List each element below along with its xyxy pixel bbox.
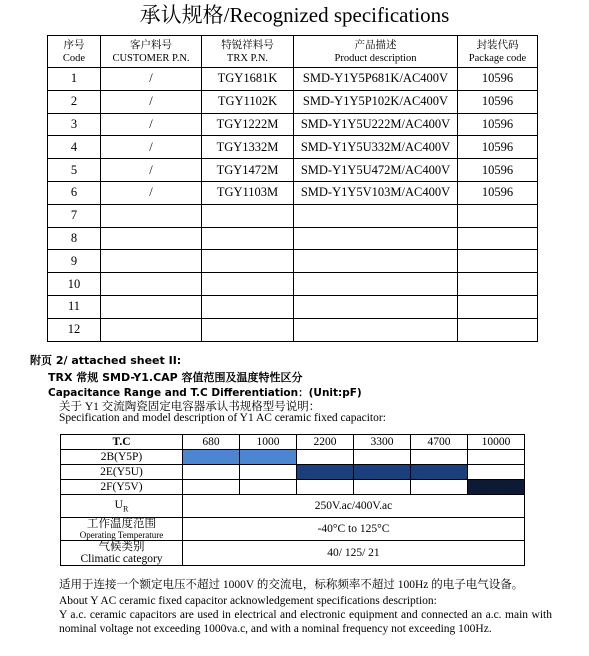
- attached-sheet-heading: 附页 2/ attached sheet II:: [30, 354, 182, 367]
- header-customer-pn: [101, 36, 202, 68]
- row-trx-pn: TGY1222M: [202, 113, 294, 136]
- row-package-code: [458, 295, 538, 318]
- row-package-code: 10596: [458, 90, 538, 113]
- row-trx-pn: TGY1332M: [202, 136, 294, 159]
- tc-cell: [183, 480, 240, 495]
- tc-value-680: 680: [183, 435, 240, 450]
- row-code: 9: [48, 250, 101, 273]
- tc-row-2b: [61, 450, 525, 465]
- table-row: [48, 318, 538, 341]
- header-trx-pn: [202, 36, 294, 68]
- tc-value-1000: 1000: [240, 435, 297, 450]
- tc-value-2200: 2200: [297, 435, 354, 450]
- row-package-code: [458, 318, 538, 341]
- spec-header-row: [48, 36, 538, 68]
- header-customer-pn-cn: 客户料号: [130, 39, 172, 51]
- row-package-code: 10596: [458, 181, 538, 204]
- tc-cell: [411, 480, 468, 495]
- tc-row-label: 2B(Y5P): [61, 450, 183, 465]
- row-package-code: 10596: [458, 113, 538, 136]
- specification-table: [47, 35, 538, 342]
- operating-temperature-en: Operating Temperature: [79, 530, 164, 540]
- row-product-description: SMD-Y1Y5U332M/AC400V: [294, 136, 458, 159]
- climatic-category-cn: 气候类别: [98, 541, 145, 553]
- row-package-code: 10596: [458, 159, 538, 182]
- temperature-characteristic-table: [60, 434, 525, 566]
- header-customer-pn-en: CUSTOMER P.N.: [112, 52, 190, 64]
- ur-label-main: U: [114, 498, 123, 511]
- tc-cell: [240, 480, 297, 495]
- row-code: 2: [48, 90, 101, 113]
- row-code: 10: [48, 273, 101, 296]
- row-code: 1: [48, 68, 101, 91]
- row-trx-pn: [202, 227, 294, 250]
- tc-cell: [354, 450, 411, 465]
- tc-value-4700: 4700: [411, 435, 468, 450]
- row-trx-pn: TGY1472M: [202, 159, 294, 182]
- header-code-cn: 序号: [63, 39, 85, 51]
- operating-temperature-label: [61, 518, 183, 541]
- climatic-category-row: [61, 541, 525, 566]
- header-product-description-cn: 产品描述: [354, 39, 397, 51]
- ur-row: [61, 495, 525, 518]
- tc-row-label: 2E(Y5U): [61, 465, 183, 480]
- tc-cell: [240, 465, 297, 480]
- tc-header-row: [61, 435, 525, 450]
- row-product-description: [294, 273, 458, 296]
- capacitance-range-heading-cn: TRX 常规 SMD-Y1.CAP 容值范围及温度特性区分: [48, 371, 303, 384]
- row-product-description: SMD-Y1Y5P681K/AC400V: [294, 68, 458, 91]
- row-product-description: [294, 250, 458, 273]
- row-package-code: 10596: [458, 136, 538, 159]
- tc-cell: [468, 480, 525, 495]
- tc-row-2e: [61, 465, 525, 480]
- row-customer-pn: /: [101, 90, 202, 113]
- footer-en-title: About Y AC ceramic fixed capacitor acknowledgement specifications description:: [59, 595, 437, 607]
- row-package-code: [458, 273, 538, 296]
- header-trx-pn-cn: 特锐祥料号: [221, 39, 274, 51]
- table-row: [48, 68, 538, 91]
- row-product-description: [294, 295, 458, 318]
- tc-cell: [468, 465, 525, 480]
- row-customer-pn: /: [101, 159, 202, 182]
- row-code: 11: [48, 295, 101, 318]
- tc-cell: [240, 450, 297, 465]
- row-code: 12: [48, 318, 101, 341]
- row-customer-pn: /: [101, 68, 202, 91]
- ur-label-sub: R: [122, 504, 129, 514]
- tc-cell: [354, 480, 411, 495]
- row-trx-pn: [202, 273, 294, 296]
- footer-en-body: Y a.c. ceramic capacitors are used in electrical and electronic equipment and connected an a.c. main with nominal voltage not exceeding 1000va.c, and with a nominal frequency not exceeding 100Hz.: [59, 609, 552, 635]
- row-product-description: [294, 204, 458, 227]
- tc-header-label: T.C: [61, 435, 183, 450]
- footer-cn: 适用于连接一个额定电压不超过 1000V 的交流电，标称频率不超过 100Hz 的电子电气设备。: [59, 579, 524, 591]
- table-row: [48, 204, 538, 227]
- ur-label: [61, 495, 183, 518]
- description-cn: 关于 Y1 交流陶瓷固定电容器承认书规格型号说明：: [59, 401, 321, 413]
- header-trx-pn-en: TRX P.N.: [226, 52, 269, 64]
- table-row: [48, 159, 538, 182]
- row-code: 7: [48, 204, 101, 227]
- row-code: 4: [48, 136, 101, 159]
- table-row: [48, 90, 538, 113]
- row-code: 6: [48, 181, 101, 204]
- climatic-category-value: 40/ 125/ 21: [183, 541, 525, 566]
- row-code: 5: [48, 159, 101, 182]
- header-package-code-en: Package code: [468, 52, 527, 64]
- row-trx-pn: [202, 204, 294, 227]
- row-product-description: SMD-Y1Y5U472M/AC400V: [294, 159, 458, 182]
- row-trx-pn: [202, 295, 294, 318]
- operating-temperature-cn: 工作温度范围: [87, 518, 156, 530]
- table-row: [48, 181, 538, 204]
- row-product-description: SMD-Y1Y5U222M/AC400V: [294, 113, 458, 136]
- description-en: Specification and model description of Y1 AC ceramic fixed capacitor:: [59, 412, 386, 424]
- row-code: 3: [48, 113, 101, 136]
- climatic-category-label: [61, 541, 183, 566]
- row-customer-pn: [101, 318, 202, 341]
- page-title: 承认规格/Recognized specifications: [139, 3, 450, 27]
- table-row: [48, 250, 538, 273]
- header-code-en: Code: [62, 52, 86, 64]
- row-trx-pn: [202, 250, 294, 273]
- row-customer-pn: /: [101, 113, 202, 136]
- tc-cell: [411, 465, 468, 480]
- tc-cell: [183, 450, 240, 465]
- row-product-description: [294, 318, 458, 341]
- row-customer-pn: [101, 273, 202, 296]
- row-customer-pn: [101, 227, 202, 250]
- ur-value: 250V.ac/400V.ac: [183, 495, 525, 518]
- row-product-description: SMD-Y1Y5V103M/AC400V: [294, 181, 458, 204]
- row-package-code: 10596: [458, 68, 538, 91]
- tc-cell: [411, 450, 468, 465]
- tc-value-3300: 3300: [354, 435, 411, 450]
- spec-table-body: [48, 68, 538, 342]
- capacitance-range-heading-en: Capacitance Range and T.C Differentiation：(Unit:pF): [48, 387, 362, 399]
- header-package-code-cn: 封装代码: [476, 39, 519, 51]
- table-row: [48, 136, 538, 159]
- table-row: [48, 273, 538, 296]
- tc-cell: [183, 465, 240, 480]
- row-package-code: [458, 204, 538, 227]
- header-code: [48, 36, 101, 68]
- tc-cell: [297, 480, 354, 495]
- row-customer-pn: [101, 295, 202, 318]
- row-customer-pn: /: [101, 181, 202, 204]
- row-customer-pn: /: [101, 136, 202, 159]
- operating-temperature-row: [61, 518, 525, 541]
- header-product-description: [294, 36, 458, 68]
- header-product-description-en: Product description: [334, 52, 417, 64]
- row-package-code: [458, 250, 538, 273]
- row-trx-pn: TGY1681K: [202, 68, 294, 91]
- climatic-category-en: Climatic category: [80, 553, 163, 565]
- tc-cell: [468, 450, 525, 465]
- tc-row-2f: [61, 480, 525, 495]
- table-row: [48, 295, 538, 318]
- operating-temperature-value: -40°C to 125°C: [183, 518, 525, 541]
- row-trx-pn: [202, 318, 294, 341]
- row-product-description: [294, 227, 458, 250]
- row-trx-pn: TGY1102K: [202, 90, 294, 113]
- tc-cell: [297, 465, 354, 480]
- tc-cell: [297, 450, 354, 465]
- header-package-code: [458, 36, 538, 68]
- tc-row-label: 2F(Y5V): [61, 480, 183, 495]
- row-customer-pn: [101, 250, 202, 273]
- tc-cell: [354, 465, 411, 480]
- row-package-code: [458, 227, 538, 250]
- row-customer-pn: [101, 204, 202, 227]
- row-product-description: SMD-Y1Y5P102K/AC400V: [294, 90, 458, 113]
- row-trx-pn: TGY1103M: [202, 181, 294, 204]
- table-row: [48, 113, 538, 136]
- row-code: 8: [48, 227, 101, 250]
- tc-value-10000: 10000: [468, 435, 525, 450]
- table-row: [48, 227, 538, 250]
